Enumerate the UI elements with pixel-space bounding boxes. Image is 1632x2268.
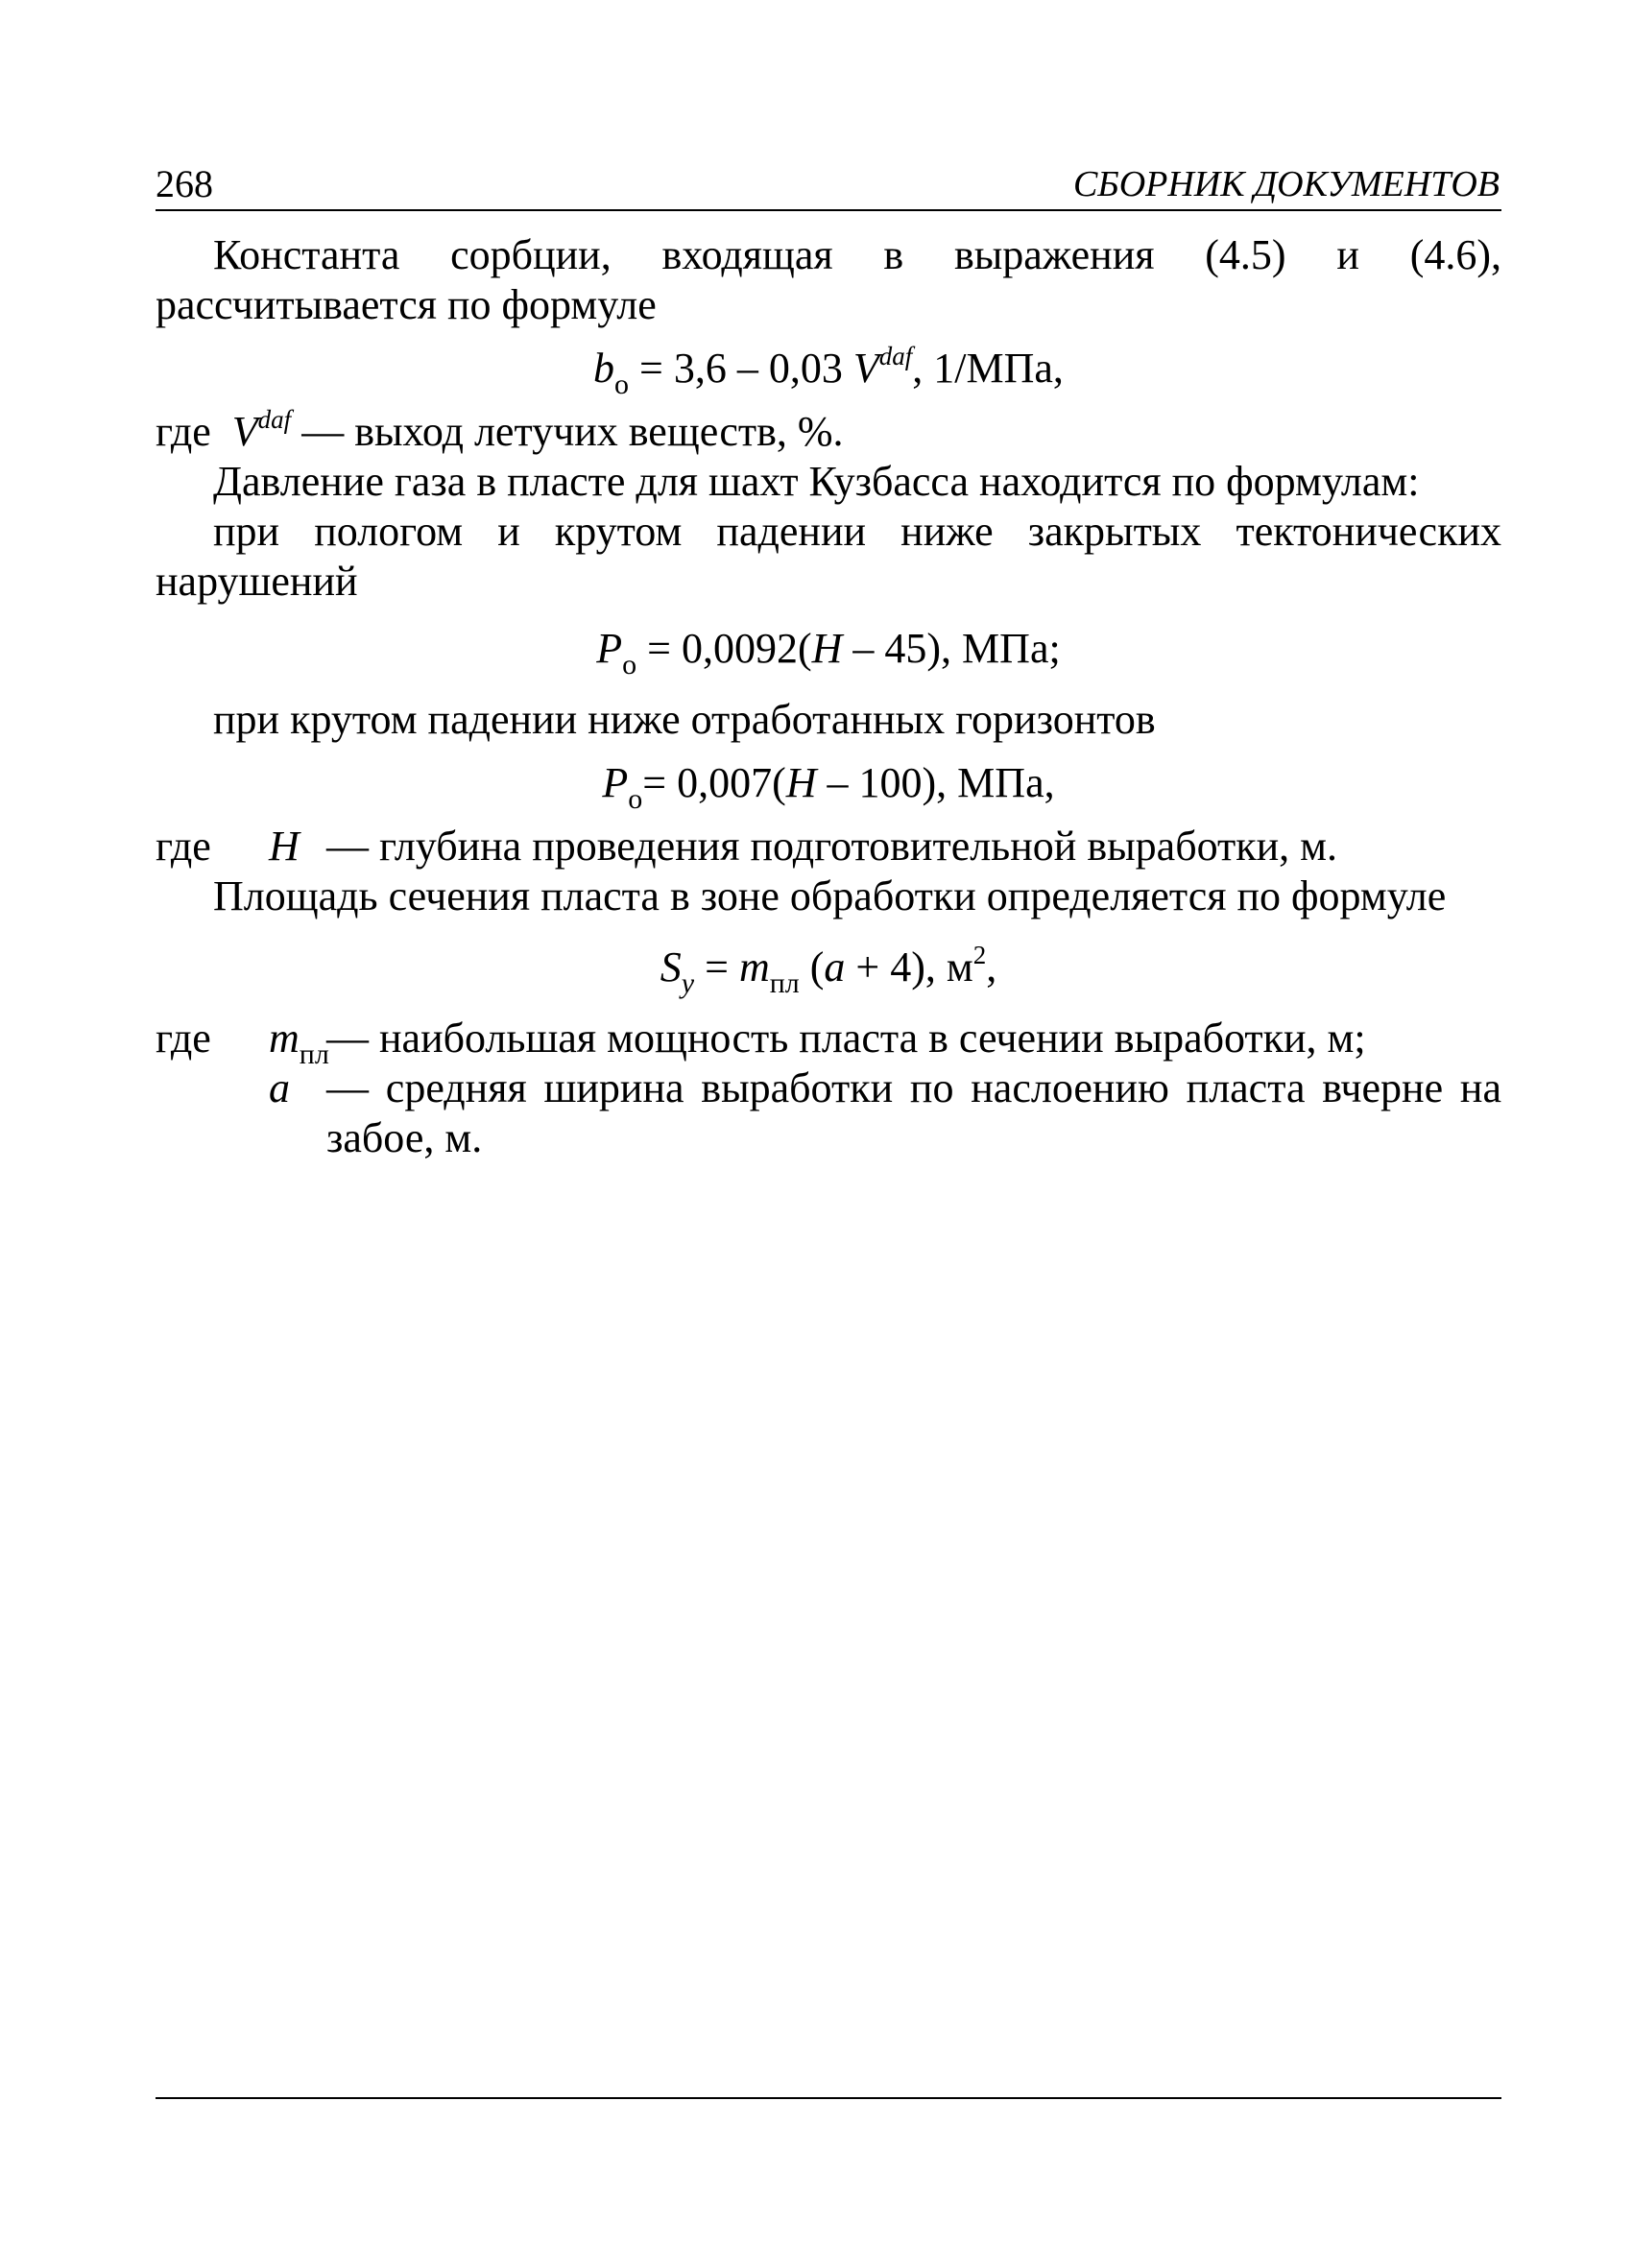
definition-symbol [269, 1063, 326, 1163]
running-title: СБОРНИК ДОКУМЕНТОВ [1072, 164, 1500, 204]
formula-sub-y: y [681, 967, 695, 999]
formula-sub-o: о [628, 783, 643, 815]
formula-sub-pl: пл [769, 967, 800, 999]
formula-unit: , 1/МПа, [912, 345, 1064, 392]
definition-sub: пл [299, 1039, 329, 1070]
formula-sub-o: о [614, 369, 630, 400]
formula-var-h: H [785, 759, 817, 806]
formula-expression-b: – 100), МПа, [827, 759, 1055, 806]
formula-expression-a: = 0,007( [642, 759, 786, 806]
formula-var-s: S [660, 943, 682, 991]
definition-lead: где [156, 408, 211, 455]
formula-equals: = [705, 943, 729, 991]
formula-var-m: m [738, 943, 770, 991]
page-header [156, 161, 1500, 211]
footer-rule [156, 2097, 1501, 2099]
definition-h [156, 822, 1501, 871]
paragraph-gentle-steep-dip: при пологом и крутом падении ниже закрытых тектонических нарушений [156, 508, 1501, 605]
definition-text: — наибольшая мощность пласта в сечении выработки, м; [326, 1015, 1366, 1062]
formula-var-v: V [852, 345, 879, 392]
formula-sup-2: 2 [972, 941, 987, 969]
definition-text: — глубина проведения подготовительной выработки, м. [326, 823, 1338, 870]
header-rule [156, 209, 1501, 211]
formula-expression: = 3,6 – 0,03 [639, 345, 843, 392]
formula-var-h: H [811, 625, 843, 672]
definition-var: m [269, 1015, 300, 1062]
definition-symbol [269, 1014, 329, 1070]
formula-var-a: a [824, 943, 846, 991]
definition-list [156, 1014, 1501, 1163]
formula-var-p: P [596, 625, 623, 672]
formula-var-p: P [602, 759, 629, 806]
definition-text: — средняя ширина выработки по наслоению пласта вчерне на забое, м. [326, 1064, 1501, 1161]
definition-lead [156, 1063, 269, 1163]
definition-sup: daf [257, 405, 292, 434]
definition-text: — выход летучих веществ, %. [301, 408, 844, 455]
definition-var: V [231, 408, 258, 455]
formula-expression-a: ( [809, 943, 825, 991]
formula-pressure-2 [156, 758, 1501, 815]
definition-var: a [269, 1064, 290, 1111]
page-number: 268 [156, 162, 213, 205]
paragraph-gas-pressure: Давление газа в пласте для шахт Кузбасса находится по формулам: [213, 458, 1420, 505]
formula-expression-a: = 0,0092( [647, 625, 812, 672]
formula-sub-o: о [622, 649, 637, 680]
definition-lead: где [156, 1015, 211, 1062]
formula-pressure-1 [156, 624, 1501, 680]
formula-expression-b: + 4), м [855, 943, 973, 991]
definition-var: H [269, 823, 300, 870]
formula-var-b: b [593, 345, 615, 392]
definition-lead: где [156, 823, 211, 870]
formula-sup-daf: daf [878, 342, 913, 370]
formula-tail: , [986, 943, 997, 991]
paragraph-steep-dip: при крутом падении ниже отработанных горизонтов [213, 696, 1156, 743]
formula-expression-b: – 45), МПа; [852, 625, 1061, 672]
formula-sorption-constant [156, 342, 1501, 400]
paragraph-sorption-constant: Константа сорбции, входящая в выражения (4.5) и (4.6), рассчитывается по формуле [156, 231, 1501, 328]
definition-vdaf [156, 407, 1501, 457]
formula-cross-section [156, 941, 1501, 999]
body-text [156, 230, 1501, 1163]
paragraph-cross-section: Площадь сечения пласта в зоне обработки определяется по формуле [213, 872, 1447, 919]
